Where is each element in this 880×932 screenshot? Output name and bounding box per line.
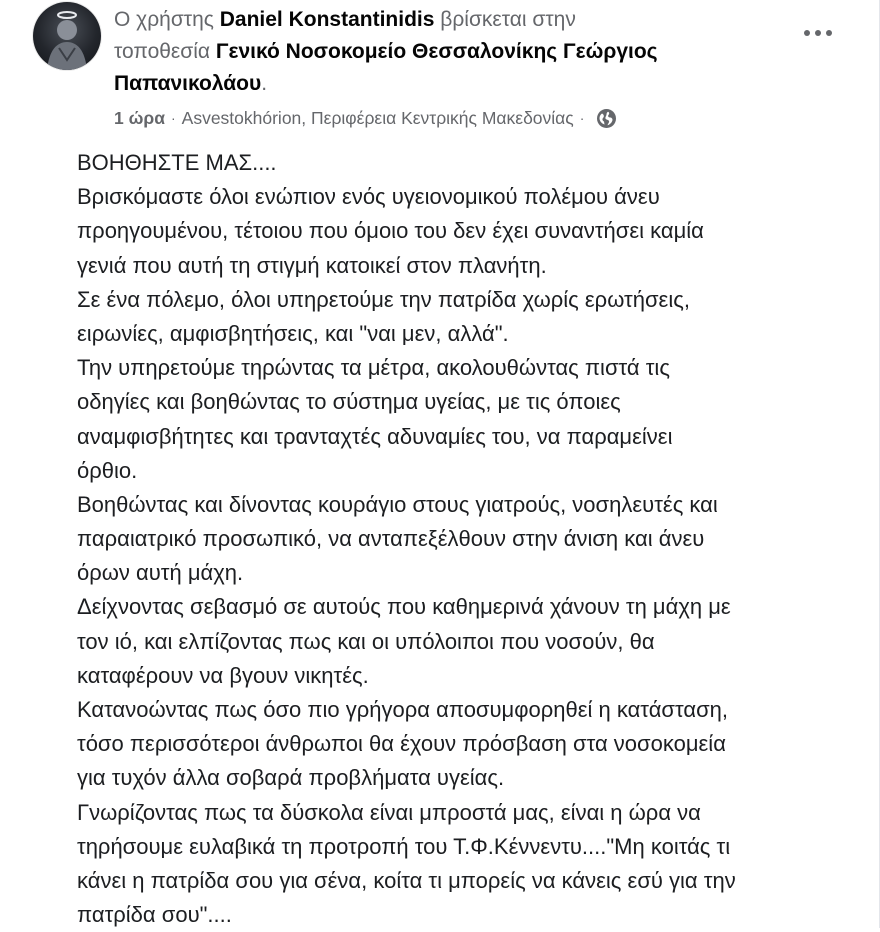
post-text-line: Βρισκόμαστε όλοι ενώπιον ενός υγειονομικού πολέμου άνευ [77,184,660,210]
more-dot [804,30,810,36]
profile-photo-icon [33,2,101,70]
post-text-line: προηγουμένου, τέτοιου που όμοιο του δεν έχει συναντήσει καμία [77,218,704,244]
post-text-line: γενιά που αυτή τη στιγμή κατοικεί στον πλανήτη. [77,252,547,278]
header-prefix: Ο χρήστης [114,8,214,31]
more-dot [815,30,821,36]
header-is-at: βρίσκεται στην [440,8,576,31]
header-period: . [261,72,268,95]
post-text-line: καταφέρουν να βγουν νικητές. [77,662,369,688]
globe-icon[interactable] [596,108,617,129]
post-text-line: όρθιο. [77,457,138,483]
post-body-text [77,146,867,932]
post-text-line: τον ιό, και ελπίζοντας πως και οι υπόλοιποι που νοσούν, θα [77,628,655,654]
place-name-part-1: Γενικό Νοσοκομείο Θεσσαλονίκης Γεώργιος [215,40,658,63]
post-text-line: πατρίδα σου".... [77,902,232,928]
post-text-line: Σε ένα πόλεμο, όλοι υπηρετούμε την πατρίδα χωρίς ερωτήσεις, [77,286,690,312]
post-timestamp-link[interactable]: 1 ώρα [114,107,165,128]
post-meta [114,105,617,131]
post-text-line: για τυχόν άλλα σοβαρά προβλήματα υγείας. [77,765,505,791]
post-text-line: παραιατρικό προσωπικό, να ανταπεξέλθουν στην άνιση και άνευ [77,526,705,552]
meta-separator: · [170,110,176,126]
post-text-line: Την υπηρετούμε τηρώντας τα μέτρα, ακολουθώντας πιστά τις [77,355,670,381]
meta-separator-2: · [579,110,585,126]
post-text-line: Βοηθώντας και δίνοντας κουράγιο στους γιατρούς, νοσηλευτές και [77,491,718,517]
user-name-link[interactable]: Daniel Konstantinidis [219,8,435,31]
post-text-line: αναμφισβήτητες και τρανταχτές αδυναμίες του, να παραμείνει [77,423,673,449]
post-header [114,4,794,100]
post-text-line: τόσο περισσότεροι άνθρωποι θα έχουν πρόσβαση στα νοσοκομεία [77,731,726,757]
post-text-line: όρων αυτή μάχη. [77,560,244,586]
avatar[interactable] [33,2,101,70]
post-text-line: οδηγίες και βοηθώντας το σύστημα υγείας, με τις όποιες [77,389,621,415]
post-text-line: κάνει η πατρίδα σου για σένα, κοίτα τι μπορείς να κάνεις εσύ για την [77,867,736,893]
post-text-line: ΒΟΗΘΗΣΤΕ ΜΑΣ.... [77,150,277,175]
post-text-line: Γνωρίζοντας πως τα δύσκολα είναι μπροστά μας, είναι η ώρα να [77,799,701,825]
post-text-line: Δείχνοντας σεβασμό σε αυτούς που καθημερινά χάνουν τη μάχη με [77,594,731,620]
header-location-word: τοποθεσία [114,40,211,63]
place-name-part-2: Παπανικολάου [114,72,262,95]
post-text-line: τηρήσουμε ευλαβικά τη προτροπή του Τ.Φ.Κέννεντυ...."Μη κοιτάς τι [77,833,731,859]
post-text-line: Κατανοώντας πως όσο πιο γρήγορα αποσυμφορηθεί η κατάσταση, [77,697,729,722]
more-dot [826,30,832,36]
post-location-link[interactable]: Asvestokhórion, Περιφέρεια Κεντρικής Μακεδονίας [181,107,574,128]
more-options-button[interactable] [796,18,840,48]
post-text-line: ειρωνίες, αμφισβητήσεις, και "ναι μεν, αλλά". [77,320,509,346]
